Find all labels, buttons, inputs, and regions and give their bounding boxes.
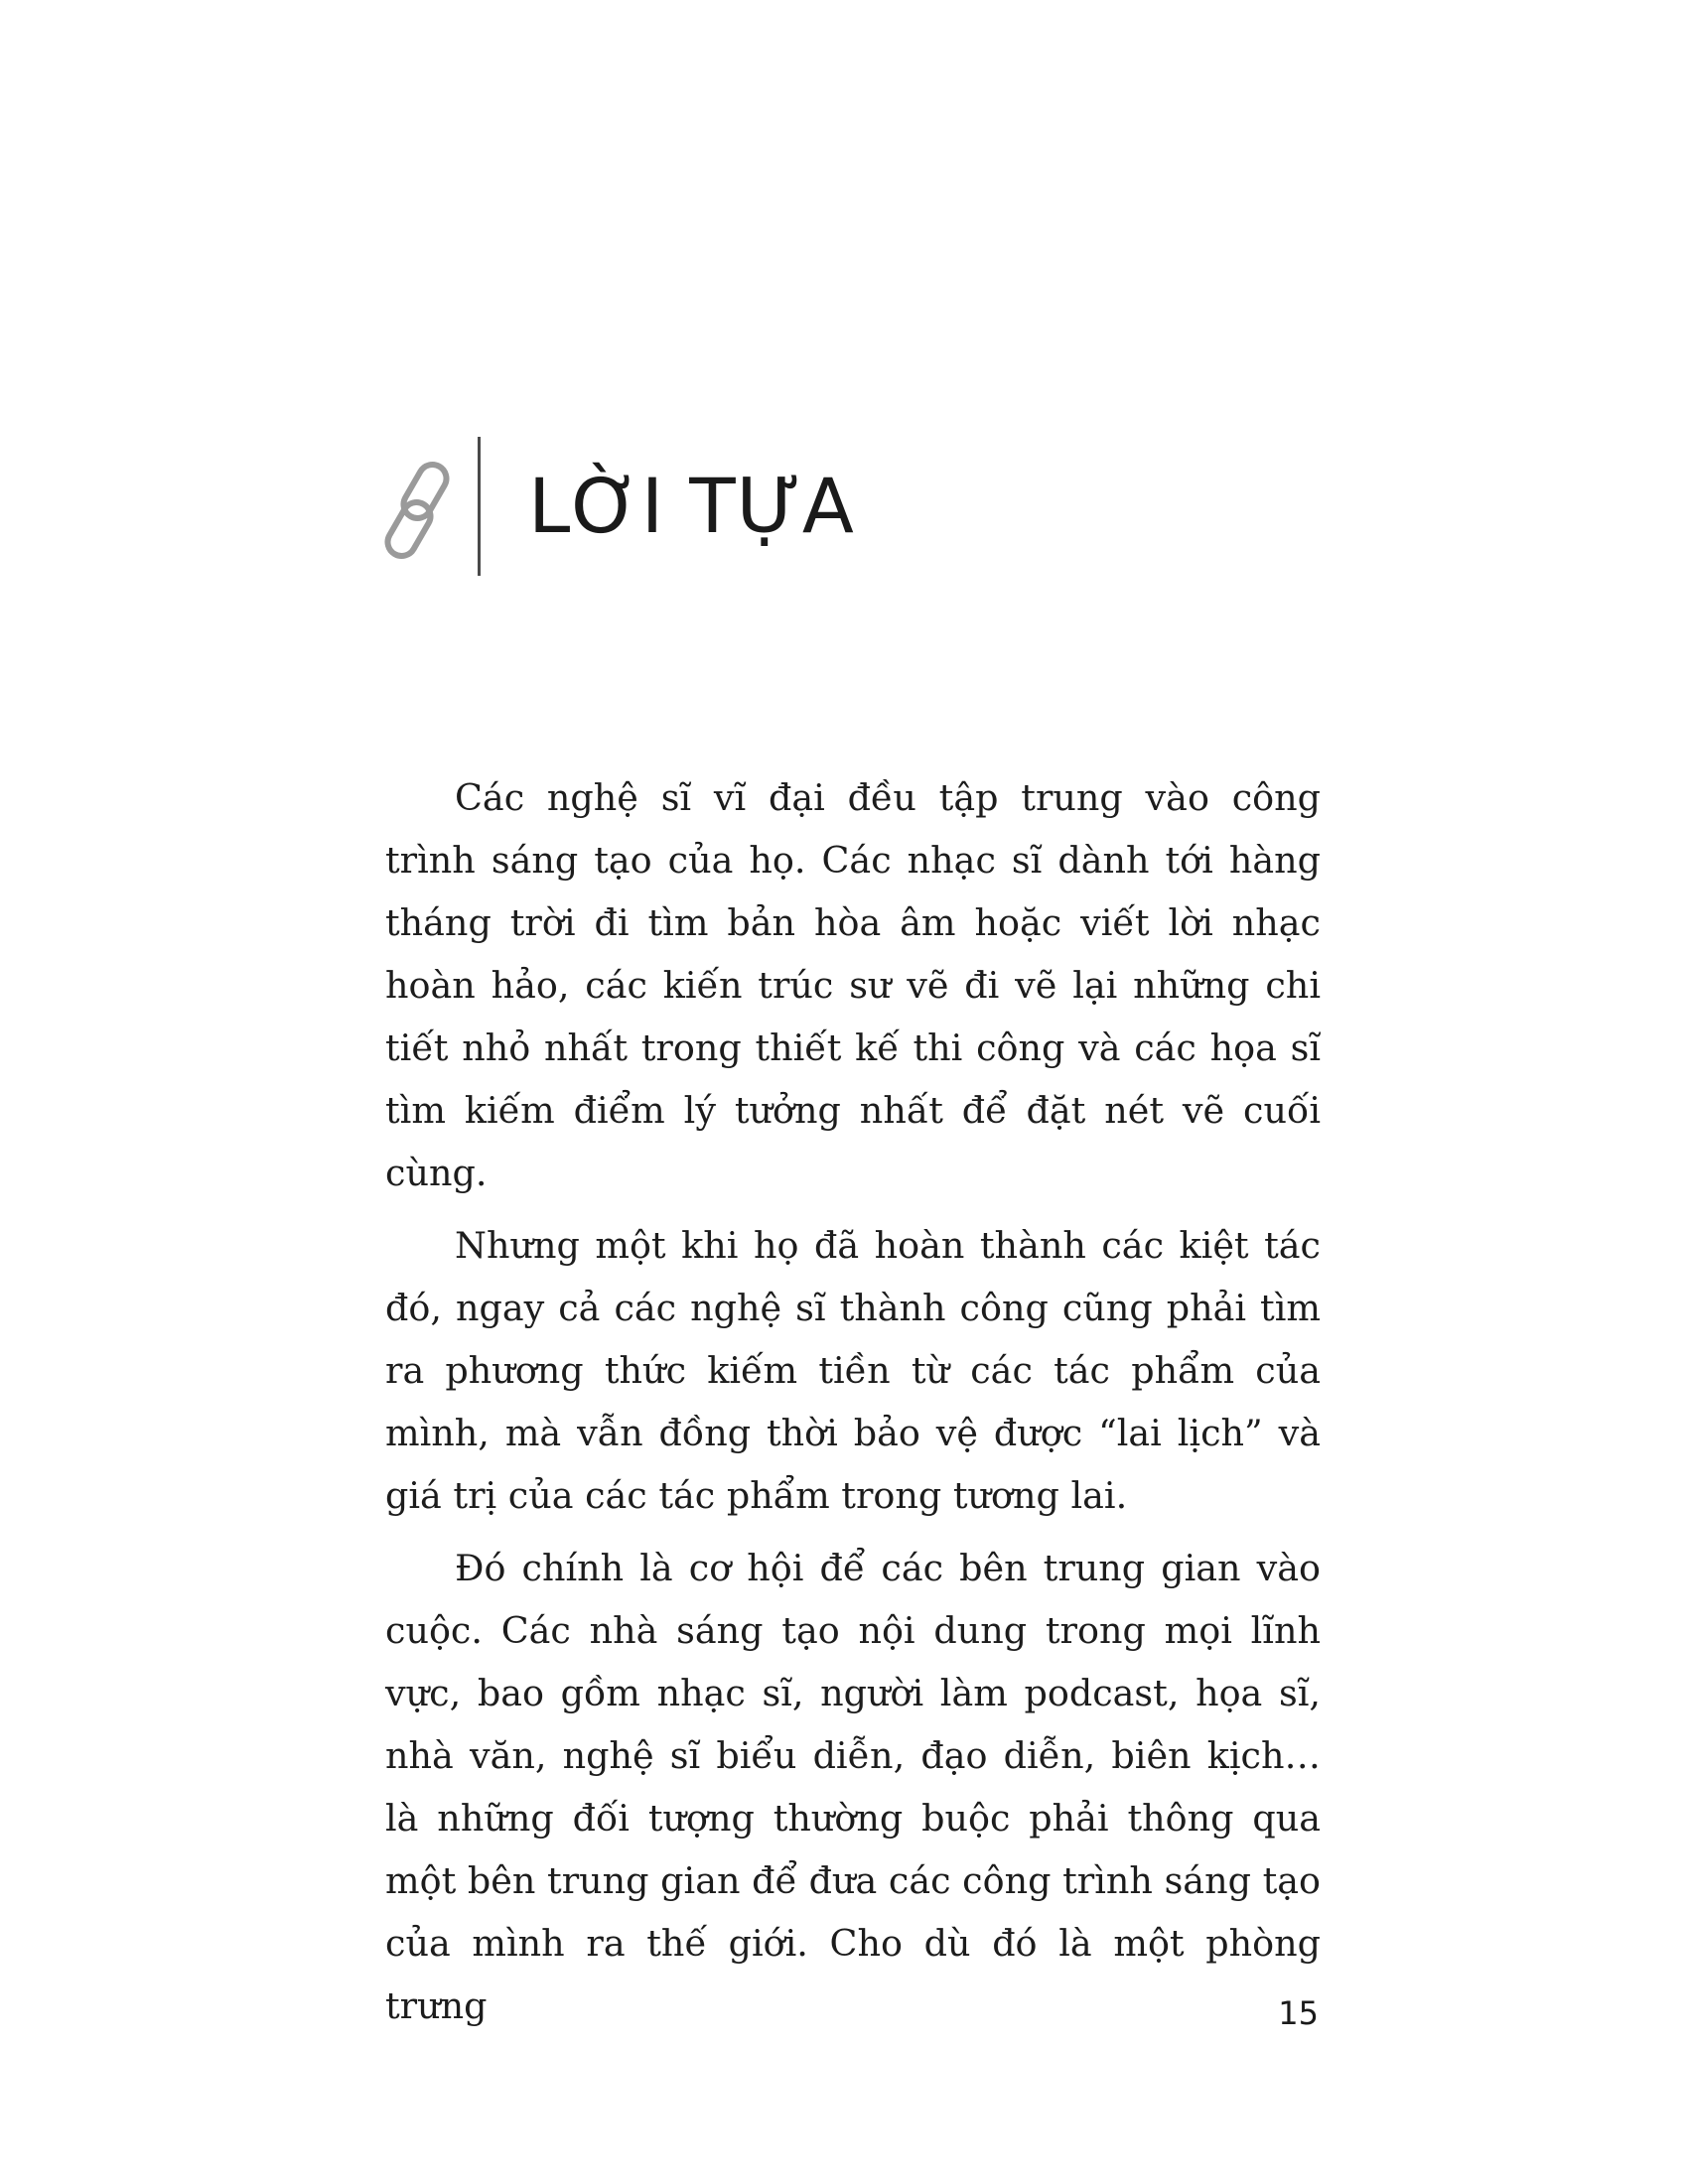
page-number: 15 [1278,1994,1319,2032]
paragraph: Đó chính là cơ hội để các bên trung gian vào cuộc. Các nhà sáng tạo nội dung trong mọi lĩnh vực, bao gồm nhạc sĩ, người làm podcast, họa sĩ, nhà văn, nghệ sĩ biểu diễn, đạo diễn, biên kịch… là những đối tượng thường buộc phải thông qua một bên trung gian để đưa các công trình sáng tạo của mình ra thế giới. Cho dù đó là một phòng trưng [385,1547,1321,2027]
chapter-title: LỜI TỰA [528,462,855,550]
body-text [385,766,1321,2047]
paragraph: Các nghệ sĩ vĩ đại đều tập trung vào công trình sáng tạo của họ. Các nhạc sĩ dành tới hàng tháng trời đi tìm bản hòa âm hoặc viết lời nhạc hoàn hảo, các kiến trúc sư vẽ đi vẽ lại những chi tiết nhỏ nhất trong thiết kế thi công và các họa sĩ tìm kiếm điểm lý tưởng nhất để đặt nét vẽ cuối cùng. [385,776,1321,1194]
header-divider [478,437,481,576]
chapter-header [377,437,1172,576]
paragraph: Nhưng một khi họ đã hoàn thành các kiệt tác đó, ngay cả các nghệ sĩ thành công cũng phải tìm ra phương thức kiếm tiền từ các tác phẩm của mình, mà vẫn đồng thời bảo vệ được “lai lịch” và giá trị của các tác phẩm trong tương lai. [385,1224,1321,1517]
chain-link-icon [377,457,459,566]
